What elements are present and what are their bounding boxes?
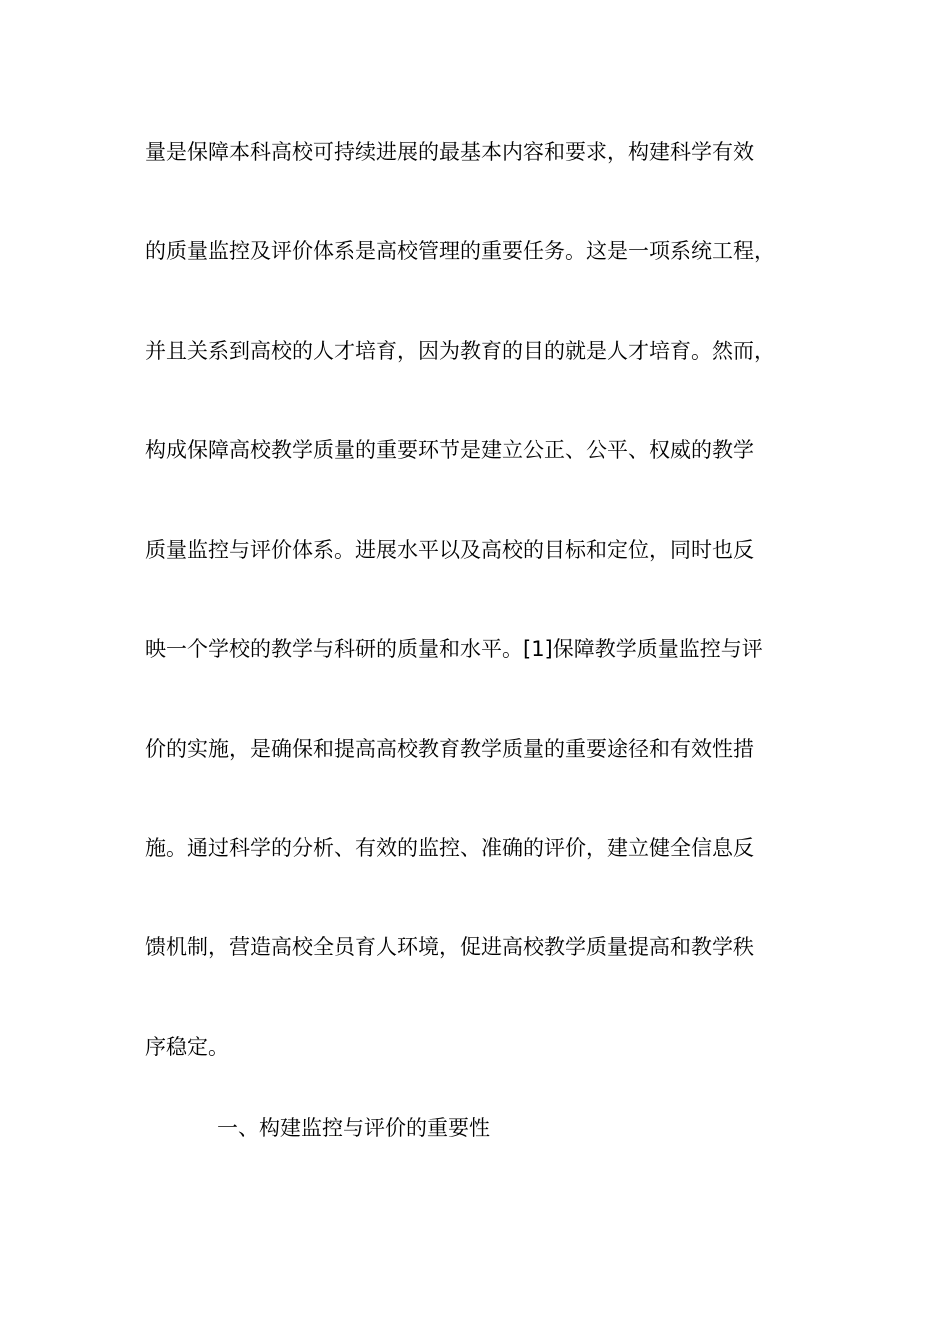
paragraph-line: 构成保障高校教学质量的重要环节是建立公正、公平、权威的教学 — [145, 438, 754, 462]
paragraph-line: 序稳定。 — [145, 1035, 229, 1059]
paragraph-line: 价的实施，是确保和提高高校教育教学质量的重要途径和有效性措 — [145, 737, 754, 761]
paragraph-line: 馈机制，营造高校全员育人环境，促进高校教学质量提高和教学秩 — [145, 935, 754, 959]
paragraph-line: 质量监控与评价体系。进展水平以及高校的目标和定位，同时也反 — [145, 538, 754, 562]
paragraph-line: 施。通过科学的分析、有效的监控、准确的评价，建立健全信息反 — [145, 836, 754, 860]
paragraph-line: 量是保障本科高校可持续进展的最基本内容和要求，构建科学有效 — [145, 140, 754, 164]
section-heading: 一、构建监控与评价的重要性 — [217, 1116, 490, 1140]
paragraph-line: 的质量监控及评价体系是高校管理的重要任务。这是一项系统工程， — [145, 239, 775, 263]
paragraph-line: 映一个学校的教学与科研的质量和水平。[1]保障教学质量监控与评 — [145, 637, 763, 661]
paragraph-line: 并且关系到高校的人才培育，因为教育的目的就是人才培育。然而， — [145, 339, 775, 363]
